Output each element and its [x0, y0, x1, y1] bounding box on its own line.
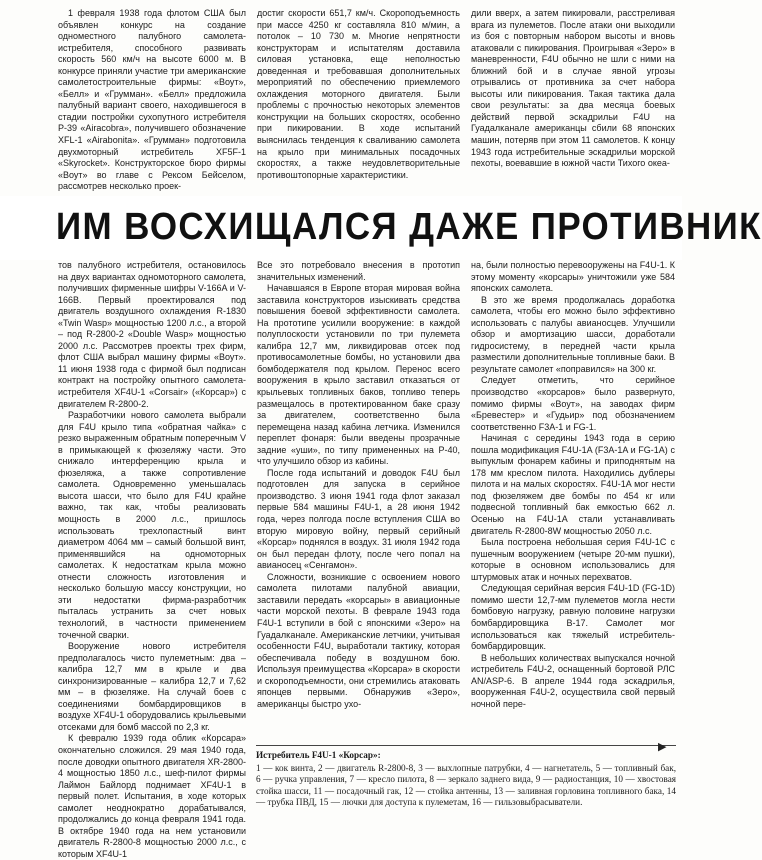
paragraph: После года испытаний и доводок F4U был подготовлен для запуска в серийное производство. 3 июня 1941 года флот заказал первые 584 машины F4U-1, а 28 июня 1942 года, через полгода после вступления США во вторую мировую войну, первый серийный «Корсар» поднялся в воздух. 31 июля 1942 года он был передан флоту, после чего попал на авианосец «Сенгамон».: [257, 467, 460, 571]
figure-caption: [256, 745, 676, 809]
paragraph: 1 февраля 1938 года флотом США был объявлен конкурс на создание одноместного палубного самолета-истребителя, способного развивать скорость 560 км/ч на высоте 6000 м. В конкурсе приняли участие три американские самолетостроительные фирмы: «Воут», «Белл» и «Грумман». «Белл» предложила палубный вариант своего, находившегося в стадии постройки сухопутного истребителя P-39 «Airacobra», получившего обозначение XFL-1 «Airabonita». «Грумман» подготовила двухмоторный истребитель XF5F-1 «Skyrocket». Конструкторское бюро фирмы «Воут» во главе с Рексом Бейселом, рассмотрев несколько проек-: [58, 8, 246, 192]
top-column-1: [58, 8, 246, 194]
bottom-column-1: [58, 260, 246, 859]
paragraph: тов палубного истребителя, остановилось на двух вариантах одномоторного самолета, получивших фирменные шифры V-166A и V-166B. Первый проектировался под двигатель воздушного охлаждения R-1830 «Twin Wasp» мощностью 1200 л.с., а второй – под R-2800-2 «Double Wasp» мощностью 2000 л.с. Рассмотрев проекты трех фирм, флот США выбрал машину фирмы «Воут». 11 июня 1938 года с фирмой был подписан контракт на постройку опытного самолета-истребителя XF4U-1 «Corsair» («Корсар») с двигателем R-2800-2.: [58, 260, 246, 409]
paragraph: Начавшаяся в Европе вторая мировая война заставила конструкторов изыскивать средства повышения боевой эффективности самолета. На прототипе усилили вооружение: в каждой полуплоскости установили по три пулемета калибра 12,7 мм, ликвидировав отсек под противосамолетные бомбы, но установили два бомбодержателя под крылом. Перенос всего вооружения в крыло заставил отказаться от крыльевых топливных баков, топливо теперь размещалось в протектированном баке сразу за двигателем, соответственно была перемещена назад кабина летчика. Изменился переплет фонаря: были введены прозрачные задние «уши», по типу примененных на P-40, что улучшило обзор из кабины.: [257, 283, 460, 467]
paragraph: дили вверх, а затем пикировали, расстреливая врага из пулеметов. После атаки они выходили из боя с повторным набором высоты и вновь атаковали с пикирования. Проигрывая «Зеро» в маневренности, F4U обычно не шли с ними на ближний бой и в случае явной угрозы отрывались от противника за счет набора высоты или пикирования. Такая тактика дала свои результаты: за два месяца боевых действий первой эскадрильи F4U на Гуадалканале американцы сбили 68 японских машин, потеряв при этом 11 самолетов. К концу 1943 года истребительные эскадрильи морской пехоты, воевавшие в южной части Тихого океа-: [471, 8, 675, 169]
bottom-column-2: [257, 260, 460, 740]
paragraph: В это же время продолжалась доработка самолета, чтобы его можно было эффективно использовать с палубы авианосцев. Улучшили обзор и амортизацию шасси, доработали гидросистему, в передней части крыла разместили дополнительные топливные баки. В результате самолет «поправился» на 300 кг.: [471, 294, 675, 374]
triangle-right-icon: ▶: [658, 741, 667, 753]
caption-title: Истребитель F4U-1 «Корсар»:: [256, 750, 381, 760]
paragraph: Все это потребовало внесения в прототип значительных изменений.: [257, 260, 460, 282]
paragraph: достиг скорости 651,7 км/ч. Скороподъемность при массе 4250 кг составляла 810 м/мин, а потолок – 10 730 м. Многие непрятности конструкторам и испытателям доставила силовая установка, еще неполностью доведенная и требовавшая дополнительных мероприятий по обеспечению приемлемого охлаждения моторного двигателя. Были проблемы с прочностью некоторых элементов конструкции на больших скоростях, особенно при пикировании. В ходе испытаний выяснилась тенденция к сваливанию самолета на крыло при минимальных посадочных скоростях, а также неудовлетворительные противоштопорные характеристики.: [257, 8, 460, 180]
paragraph: Разработчики нового самолета выбрали для F4U крыло типа «обратная чайка» с резко выраженным обратным поперечным V в примыкающей к фюзеляжу части. Это снижало интерференцию крыла и фюзеляжа, а также сопротивление самолета. Одновременно уменьшалась высота шасси, что было для F4U крайне важно, так как, чтобы реализовать мощность в 2000 л.с., пришлось использовать трехлопастный винт диаметром 4064 мм – самый большой винт, применявшийся на одномоторных самолетах. К недостаткам крыла можно отнести сложность изготовления и несколько большую массу конструкции, но эти недостатки фирма-разработчик пыталась устранить за счет новых технологий, в частности применением точечной сварки.: [58, 410, 246, 640]
paragraph: Начиная с середины 1943 года в серию пошла модификация F4U-1A (F3A-1A и FG-1A) с выпуклым фонарем кабины и приподнятым на 178 мм креслом пилота. Находились дублеры пилота и на малых скоростях. F4U-1A мог нести под фюзеляжем две бомбы по 454 кг или подвесной топливный бак емкостью 662 л. Осенью на F4U-1A стали устанавливать двигатель R-2800-8W мощностью 2050 л.с.: [471, 433, 675, 536]
paragraph: В небольших количествах выпускался ночной истребитель F4U-2, оснащенный бортовой РЛС AN/ASP-6. В апреле 1944 года эскадрилья, вооруженная F4U-2, осуществила свой первый ночной пере-: [471, 652, 675, 709]
article-headline: ИМ ВОСХИЩАЛСЯ ДАЖЕ ПРОТИВНИК: [56, 206, 762, 248]
paragraph: на, были полностью перевооружены на F4U-1. К этому моменту «корсары» уничтожили уже 584 японских самолета.: [471, 260, 675, 294]
bottom-column-3: [471, 260, 675, 740]
headline-banner: [0, 196, 762, 260]
caption-text: 1 — кок винта, 2 — двигатель R-2800-8, 3 — выхлопные патрубки, 4 — нагнетатель, 5 — топливный бак, 6 — ручка управления, 7 — кресло пилота, 8 — зеркало заднего вида, 9 — радиостанция, 10 — хвостовая стойка шасси, 11 — посадочный гак, 12 — стойка антенны, 13 — заливная горловина топливного бака, 14 — трубка ПВД, 15 — лючки для доступа к пулеметам, 16 — гильзовыбрасыватели.: [256, 762, 676, 808]
top-column-3: [471, 8, 675, 194]
paragraph: Вооружение нового истребителя предполагалось чисто пулеметным: два – калибра 12,7 мм в крыле и два синхронизированные – калибра 12,7 и 7,62 мм – в фюзеляже. На случай боев с соединениями бомбардировщиков в воздухе XF4U-1 оборудовались крыльевыми отсеками для бомб массой по 2,3 кг.: [58, 641, 246, 732]
top-column-2: [257, 8, 460, 194]
paragraph: Следует отметить, что серийное производство «корсаров» было развернуто, помимо фирмы «Воут», на заводах фирм «Бревестер» и «Гудьир» под обозначением соответственно F3A-1 и FG-1.: [471, 375, 675, 432]
paragraph: Сложности, возникшие с освоением нового самолета пилотами палубной авиации, заставили передать «корсары» в авиационные части морской пехоты. В феврале 1943 года F4U-1 вступили в бой с японскими «Зеро» на Гуадалканале. Американские летчики, учитывая особенности F4U, выработали тактику, которая обеспечивала победу в воздушном бою. Используя преимущества «Корсара» в скорости и скороподъемности, они стремились атаковать японцев первыми. Обнаружив «Зеро», американцы быстро ухо-: [257, 571, 460, 709]
paragraph: Была построена небольшая серия F4U-1C с пушечным вооружением (четыре 20-мм пушки), которые в основном использовались для штурмовых атак и ночных перехватов.: [471, 537, 675, 582]
paragraph: Следующая серийная версия F4U-1D (FG-1D) помимо шести 12,7-мм пулеметов могла нести бомбовую нагрузку, равную половине нагрузки бомбардировщика B-17. Самолет мог использоваться как тяжелый истребитель-бомбардировщик.: [471, 583, 675, 652]
paragraph: К февралю 1939 года облик «Корсара» окончательно сложился. 29 мая 1940 года, после доводки опытного двигателя XR-2800-4 мощностью 1850 л.с., шеф-пилот фирмы Лаймон Байлорд поднимает XF4U-1 в первый полет. Испытания, в ходе которых самолет неоднократно дорабатывался, продолжались до конца февраля 1941 года. В октябре 1940 года на нем установили двигатель R-2800-8 мощностью 2000 л.с., с которым XF4U-1: [58, 733, 246, 859]
